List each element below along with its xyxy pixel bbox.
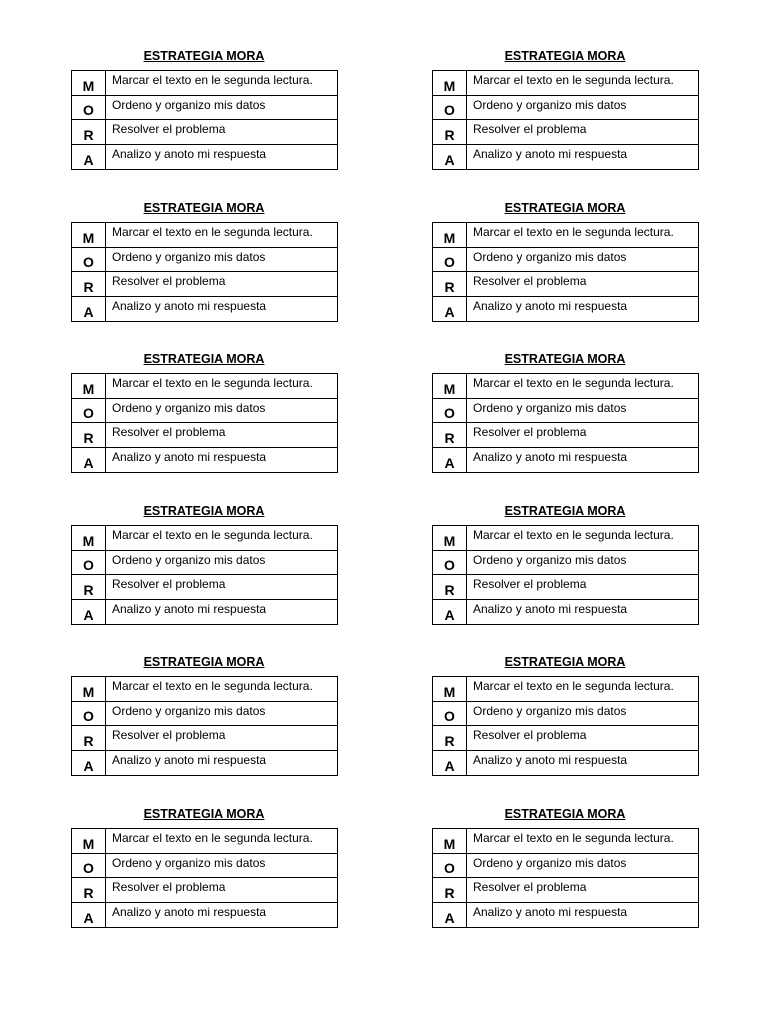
mora-table: [432, 222, 699, 322]
mora-table: [432, 676, 699, 776]
row-description: Analizo y anoto mi respuesta: [467, 751, 699, 776]
row-letter: A: [72, 903, 106, 928]
table-row: [72, 575, 338, 600]
row-letter: R: [433, 878, 467, 903]
table-row: [72, 677, 338, 702]
card-title: ESTRATEGIA MORA: [143, 655, 265, 669]
table-row: [72, 526, 338, 551]
table-row: [72, 71, 338, 96]
mora-table: [432, 373, 699, 473]
row-letter: R: [72, 120, 106, 145]
row-description: Resolver el problema: [106, 423, 338, 448]
table-row: [433, 398, 699, 423]
row-letter: M: [72, 677, 106, 702]
table-row: [72, 751, 338, 776]
row-letter: R: [433, 423, 467, 448]
row-letter: O: [72, 701, 106, 726]
row-letter: R: [72, 575, 106, 600]
row-letter: R: [72, 423, 106, 448]
row-letter: M: [72, 829, 106, 854]
row-letter: O: [433, 95, 467, 120]
row-description: Ordeno y organizo mis datos: [467, 701, 699, 726]
table-row: [72, 878, 338, 903]
table-row: [433, 853, 699, 878]
row-description: Resolver el problema: [467, 878, 699, 903]
mora-table: [432, 828, 699, 928]
table-row: [433, 247, 699, 272]
table-row: [433, 726, 699, 751]
table-row: [433, 448, 699, 473]
table-row: [72, 223, 338, 248]
card-title: ESTRATEGIA MORA: [143, 807, 265, 821]
table-row: [433, 829, 699, 854]
row-description: Resolver el problema: [106, 726, 338, 751]
row-letter: O: [433, 550, 467, 575]
row-letter: M: [433, 71, 467, 96]
card-title: ESTRATEGIA MORA: [504, 807, 626, 821]
row-description: Marcar el texto en le segunda lectura.: [106, 677, 338, 702]
table-row: [433, 71, 699, 96]
row-letter: O: [72, 550, 106, 575]
mora-table: [432, 525, 699, 625]
row-description: Marcar el texto en le segunda lectura.: [106, 829, 338, 854]
row-letter: R: [433, 120, 467, 145]
row-description: Resolver el problema: [106, 878, 338, 903]
row-letter: M: [72, 374, 106, 399]
row-letter: O: [72, 853, 106, 878]
row-letter: O: [433, 701, 467, 726]
table-row: [72, 297, 338, 322]
table-row: [72, 600, 338, 625]
row-letter: M: [72, 526, 106, 551]
card-title: ESTRATEGIA MORA: [143, 352, 265, 366]
row-letter: A: [433, 751, 467, 776]
row-description: Ordeno y organizo mis datos: [467, 247, 699, 272]
card-title: ESTRATEGIA MORA: [504, 504, 626, 518]
row-description: Analizo y anoto mi respuesta: [106, 448, 338, 473]
row-description: Resolver el problema: [467, 575, 699, 600]
table-row: [72, 374, 338, 399]
row-description: Ordeno y organizo mis datos: [106, 247, 338, 272]
row-letter: O: [433, 247, 467, 272]
row-letter: A: [72, 600, 106, 625]
row-letter: M: [72, 71, 106, 96]
row-description: Resolver el problema: [467, 120, 699, 145]
row-description: Analizo y anoto mi respuesta: [106, 903, 338, 928]
mora-table: [432, 70, 699, 170]
table-row: [433, 223, 699, 248]
row-letter: M: [433, 829, 467, 854]
row-description: Resolver el problema: [467, 423, 699, 448]
row-letter: A: [72, 448, 106, 473]
row-description: Resolver el problema: [106, 575, 338, 600]
row-letter: A: [433, 600, 467, 625]
row-description: Ordeno y organizo mis datos: [106, 853, 338, 878]
row-letter: M: [433, 223, 467, 248]
row-description: Marcar el texto en le segunda lectura.: [467, 71, 699, 96]
mora-table: [71, 70, 338, 170]
row-description: Ordeno y organizo mis datos: [106, 95, 338, 120]
row-description: Ordeno y organizo mis datos: [106, 701, 338, 726]
table-row: [433, 751, 699, 776]
table-row: [433, 145, 699, 170]
row-description: Analizo y anoto mi respuesta: [106, 297, 338, 322]
row-description: Ordeno y organizo mis datos: [467, 550, 699, 575]
table-row: [72, 903, 338, 928]
row-letter: R: [433, 272, 467, 297]
table-row: [72, 272, 338, 297]
row-letter: M: [72, 223, 106, 248]
row-letter: O: [433, 853, 467, 878]
table-row: [72, 726, 338, 751]
row-description: Marcar el texto en le segunda lectura.: [467, 374, 699, 399]
row-description: Analizo y anoto mi respuesta: [467, 297, 699, 322]
table-row: [72, 829, 338, 854]
table-row: [72, 145, 338, 170]
card-title: ESTRATEGIA MORA: [504, 352, 626, 366]
row-letter: O: [433, 398, 467, 423]
row-letter: M: [433, 374, 467, 399]
card-title: ESTRATEGIA MORA: [504, 655, 626, 669]
card-title: ESTRATEGIA MORA: [504, 49, 626, 63]
row-letter: O: [72, 95, 106, 120]
table-row: [72, 247, 338, 272]
table-row: [433, 600, 699, 625]
mora-table: [71, 222, 338, 322]
row-letter: A: [72, 297, 106, 322]
table-row: [72, 550, 338, 575]
table-row: [433, 878, 699, 903]
row-letter: R: [72, 726, 106, 751]
table-row: [433, 701, 699, 726]
row-letter: A: [433, 297, 467, 322]
table-row: [433, 550, 699, 575]
mora-table: [71, 373, 338, 473]
table-row: [433, 272, 699, 297]
row-letter: O: [72, 247, 106, 272]
table-row: [433, 526, 699, 551]
row-description: Marcar el texto en le segunda lectura.: [106, 526, 338, 551]
row-description: Analizo y anoto mi respuesta: [467, 145, 699, 170]
table-row: [433, 297, 699, 322]
card-title: ESTRATEGIA MORA: [504, 201, 626, 215]
table-row: [433, 120, 699, 145]
row-description: Analizo y anoto mi respuesta: [106, 145, 338, 170]
row-description: Marcar el texto en le segunda lectura.: [467, 223, 699, 248]
table-row: [72, 423, 338, 448]
row-description: Analizo y anoto mi respuesta: [106, 751, 338, 776]
row-letter: R: [433, 575, 467, 600]
table-row: [72, 95, 338, 120]
row-description: Analizo y anoto mi respuesta: [467, 448, 699, 473]
row-description: Ordeno y organizo mis datos: [106, 550, 338, 575]
row-letter: R: [72, 878, 106, 903]
row-description: Ordeno y organizo mis datos: [106, 398, 338, 423]
row-letter: M: [433, 526, 467, 551]
table-row: [433, 423, 699, 448]
card-title: ESTRATEGIA MORA: [143, 504, 265, 518]
row-description: Analizo y anoto mi respuesta: [106, 600, 338, 625]
row-description: Resolver el problema: [467, 272, 699, 297]
row-letter: R: [72, 272, 106, 297]
table-row: [72, 448, 338, 473]
card-title: ESTRATEGIA MORA: [143, 201, 265, 215]
row-description: Ordeno y organizo mis datos: [467, 95, 699, 120]
row-description: Resolver el problema: [106, 120, 338, 145]
row-description: Ordeno y organizo mis datos: [467, 853, 699, 878]
row-description: Ordeno y organizo mis datos: [467, 398, 699, 423]
table-row: [72, 701, 338, 726]
table-row: [433, 95, 699, 120]
row-description: Resolver el problema: [467, 726, 699, 751]
row-description: Analizo y anoto mi respuesta: [467, 600, 699, 625]
row-description: Resolver el problema: [106, 272, 338, 297]
row-letter: R: [433, 726, 467, 751]
row-letter: A: [433, 145, 467, 170]
mora-table: [71, 525, 338, 625]
row-description: Marcar el texto en le segunda lectura.: [106, 71, 338, 96]
row-letter: A: [72, 145, 106, 170]
table-row: [433, 903, 699, 928]
row-description: Analizo y anoto mi respuesta: [467, 903, 699, 928]
row-letter: O: [72, 398, 106, 423]
table-row: [433, 575, 699, 600]
row-description: Marcar el texto en le segunda lectura.: [106, 374, 338, 399]
row-letter: A: [433, 448, 467, 473]
table-row: [72, 120, 338, 145]
table-row: [433, 677, 699, 702]
row-letter: M: [433, 677, 467, 702]
row-description: Marcar el texto en le segunda lectura.: [106, 223, 338, 248]
row-description: Marcar el texto en le segunda lectura.: [467, 829, 699, 854]
card-title: ESTRATEGIA MORA: [143, 49, 265, 63]
mora-table: [71, 828, 338, 928]
mora-table: [71, 676, 338, 776]
row-letter: A: [72, 751, 106, 776]
row-letter: A: [433, 903, 467, 928]
table-row: [72, 398, 338, 423]
table-row: [72, 853, 338, 878]
table-row: [433, 374, 699, 399]
row-description: Marcar el texto en le segunda lectura.: [467, 526, 699, 551]
row-description: Marcar el texto en le segunda lectura.: [467, 677, 699, 702]
